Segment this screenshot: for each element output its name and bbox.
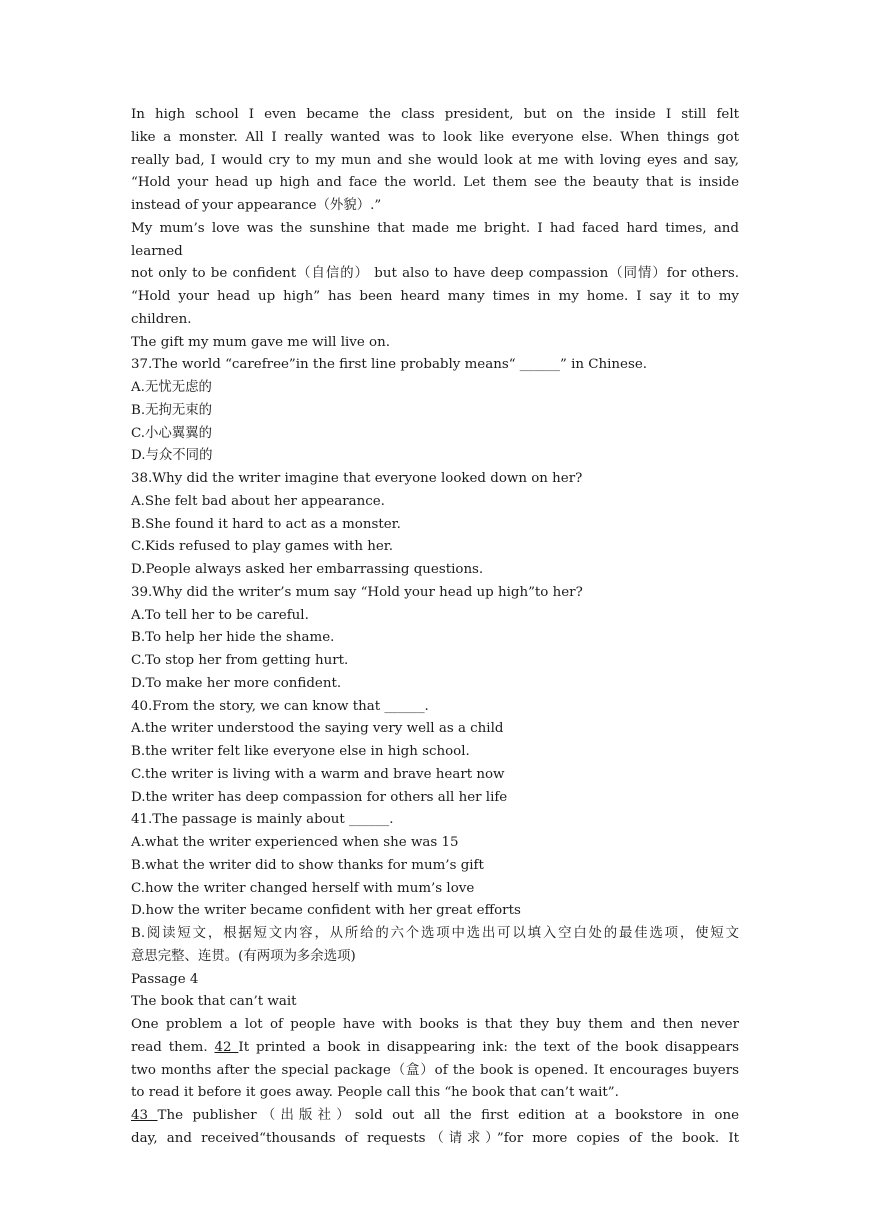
section-instruction: B.阅读短文，根据短文内容，从所给的六个选项中选出可以填入空白处的最佳选项，使短文	[131, 926, 739, 941]
option-d: D.how the writer became confident with her great efforts	[131, 903, 521, 919]
passage-line: two months after the special package（盒）of the book is opened. It encourages buyers	[131, 1062, 739, 1078]
option-c: C.To stop her from getting hurt.	[131, 653, 349, 668]
passage-title: The book that can’t wait	[131, 994, 297, 1010]
question-38	[131, 468, 739, 582]
option-c: C.Kids refused to play games with her.	[131, 539, 393, 555]
question-stem: 37.The world “carefree”in the first line probably means“ ______” in Chinese.	[131, 357, 647, 373]
option-a: A.To tell her to be careful.	[131, 607, 309, 623]
question-40	[131, 696, 739, 810]
question-stem: 41.The passage is mainly about ______.	[131, 812, 394, 828]
option-a: A.the writer understood the saying very well as a child	[131, 721, 504, 737]
passage-line: “Hold your head up high and face the world. Let them see the beauty that is inside	[131, 175, 739, 191]
passage-text: It printed a book in disappearing ink: the text of the book disappears	[238, 1039, 740, 1055]
passage-line	[131, 1037, 739, 1060]
section-instruction: 意思完整、连贯。(有两项为多余选项)	[131, 948, 356, 964]
passage-line: My mum’s love was the sunshine that made me bright. I had faced hard times, and learned	[131, 220, 739, 259]
passage-line: to read it before it goes away. People call this “he book that can’t wait”.	[131, 1085, 619, 1101]
option-b: B.To help her hide the shame.	[131, 630, 335, 646]
passage-line: One problem a lot of people have with books is that they buy them and then never	[131, 1017, 739, 1032]
passage-line: The gift my mum gave me will live on.	[131, 334, 390, 350]
passage-line: day, and received“thousands of requests（请求）”for more copies of the book. It	[131, 1130, 739, 1146]
blank-43: 43	[131, 1108, 158, 1123]
option-d: D.与众不同的	[131, 448, 213, 464]
question-41	[131, 809, 739, 923]
option-a: A.无忧无虑的	[131, 380, 212, 395]
document-page	[131, 104, 739, 1151]
option-a: A.what the writer experienced when she was 15	[131, 835, 459, 850]
passage-line: instead of your appearance（外貌）.”	[131, 198, 382, 213]
option-a: A.She felt bad about her appearance.	[131, 493, 385, 509]
option-b: B.She found it hard to act as a monster.	[131, 516, 401, 532]
passage-line: not only to be confident（自信的） but also to have deep compassion（同情）for others.	[131, 266, 739, 282]
option-c: C.the writer is living with a warm and brave heart now	[131, 766, 505, 782]
option-d: D.To make her more confident.	[131, 675, 342, 691]
passage-line	[131, 1105, 739, 1128]
section-b	[131, 923, 739, 1151]
passage-text: The publisher（出版社）sold out all the first edition at a bookstore in one	[157, 1108, 739, 1123]
blank-42: 42	[214, 1039, 239, 1055]
passage-line: In high school I even became the class president, but on the inside I still felt	[131, 107, 739, 122]
option-b: B.the writer felt like everyone else in high school.	[131, 744, 470, 759]
question-37	[131, 354, 739, 468]
passage-line: like a monster. All I really wanted was to look like everyone else. When things got	[131, 129, 739, 145]
option-b: B.无拘无束的	[131, 402, 213, 418]
passage-3-tail	[131, 104, 739, 354]
passage-text: read them.	[131, 1039, 215, 1055]
passage-line: really bad, I would cry to my mun and she would look at me with loving eyes and say,	[131, 152, 739, 168]
question-stem: 38.Why did the writer imagine that everyone looked down on her?	[131, 471, 583, 486]
option-b: B.what the writer did to show thanks for mum’s gift	[131, 857, 484, 873]
question-stem: 39.Why did the writer’s mum say “Hold your head up high”to her?	[131, 584, 583, 600]
passage-line: “Hold your head up high” has been heard many times in my home. I say it to my children.	[131, 289, 739, 327]
question-stem: 40.From the story, we can know that ______.	[131, 698, 429, 714]
passage-label: Passage 4	[131, 971, 199, 987]
option-c: C.小心翼翼的	[131, 425, 212, 441]
question-39	[131, 582, 739, 696]
option-d: D.People always asked her embarrassing questions.	[131, 562, 484, 577]
option-d: D.the writer has deep compassion for others all her life	[131, 789, 508, 805]
option-c: C.how the writer changed herself with mum’s love	[131, 880, 475, 896]
